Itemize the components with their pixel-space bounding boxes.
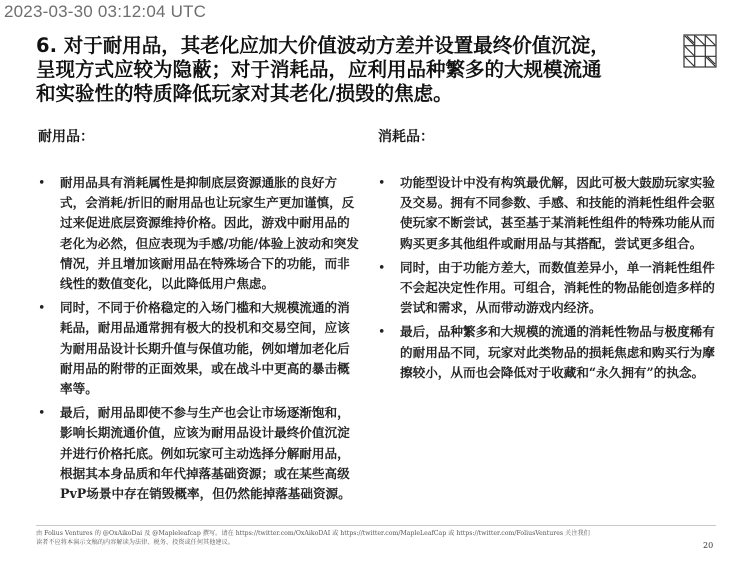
- footer-credit-line: 由 Folius Ventures 的 @OxAikoDai 及 @Mapleleafcap 撰写。请在 https://twitter.com/OxAikoDAI 或 https://twitter.com/MapleLeafCap 或 https://twitter.com/FoliusVentures 关注我们: [36, 530, 590, 537]
- timestamp: 2023-03-30 03:12:04 UTC: [4, 2, 207, 21]
- durable-goods-list: [38, 173, 360, 504]
- grid-diagonal-logo-icon: [683, 34, 717, 68]
- durable-goods-heading: 耐用品：: [38, 129, 94, 145]
- list-item: • 最后，品种繁多和大规模的流通的消耗性物品与极度稀有的耐用品不同，玩家对此类物品的损耗焦虑和购买行为摩擦较小，从而也会降低对于收藏和“永久拥有”的执念。: [378, 324, 715, 380]
- consumables-heading: 消耗品：: [378, 129, 434, 145]
- page-number: 20: [703, 541, 714, 550]
- page-title: 6. 对于耐用品，其老化应加大价值波动方差并设置最终价值沉淀，呈现方式应较为隐蔽；对于消耗品，应利用品种繁多的大规模流通和实验性的特质降低玩家对其老化/损毁的焦虑。: [36, 34, 610, 105]
- durable-goods-column: [38, 126, 360, 508]
- bullet-icon: •: [38, 300, 46, 316]
- bullet-icon: •: [378, 175, 386, 190]
- list-item: • 最后，耐用品即使不参与生产也会让市场逐渐饱和，影响长期流通价值，应该为耐用品设计最终价值沉淀并进行价格托底。例如玩家可主动选择分解耐用品，根据其本身品质和年代掉落基础资源；或在某些高级PvP场景中存在销毁概率，但仍然能掉落基础资源。: [38, 405, 351, 502]
- list-item: • 同时，由于功能方差大，而数值差异小，单一消耗性组件不会起决定性作用。可组合，消耗性的物品能创造多样的尝试和需求，从而带动游戏内经济。: [378, 259, 715, 316]
- list-item: • 功能型设计中没有构筑最优解，因此可极大鼓励玩家实验及交易。拥有不同参数、手感、和技能的消耗性组件会驱使玩家不断尝试，甚至基于某消耗性组件的特殊功能从而购买更多其他组件或耐用品与其搭配，尝试更多组合。: [378, 175, 715, 251]
- bullet-icon: •: [378, 259, 386, 275]
- footer-credits: [36, 529, 676, 547]
- footer-divider: [36, 525, 716, 526]
- bullet-icon: •: [378, 324, 386, 340]
- consumables-list: [378, 173, 716, 383]
- footer-disclaimer: 读者不应将本演示文稿的内容解读为法律、税务、投资或任何其他建议。: [36, 539, 234, 546]
- consumables-column: [378, 126, 716, 387]
- bullet-icon: •: [38, 405, 46, 421]
- list-item: • 同时，不同于价格稳定的入场门槛和大规模流通的消耗品，耐用品通常拥有极大的投机和交易空间，应该为耐用品设计长期升值与保值功能，例如增加老化后耐用品的附带的正面效果，或在战斗中更高的暴击概率等。: [38, 300, 350, 397]
- bullet-icon: •: [38, 175, 46, 190]
- list-item: • 耐用品具有消耗属性是抑制底层资源通胀的良好方式，会消耗/折旧的耐用品也让玩家生产更加谨慎，反过来促进底层资源维持价格。因此，游戏中耐用品的老化为必然，但应表现为手感/功能/体验上波动和突发情况，并且增加该耐用品在特殊场合下的功能，而非线性的数值变化，以此降低用户焦虑。: [38, 175, 359, 292]
